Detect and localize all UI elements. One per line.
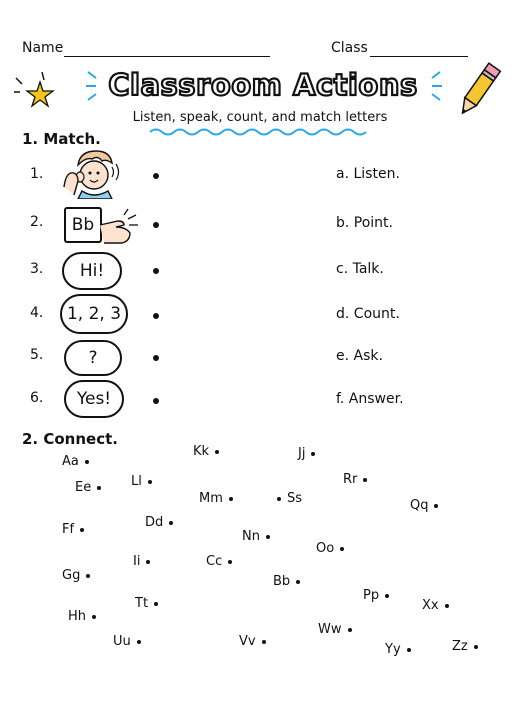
letter-pair-oo: Oo bbox=[316, 541, 344, 556]
connect-dot[interactable] bbox=[262, 640, 266, 644]
option-d: d. Count. bbox=[336, 306, 400, 322]
letter-pair-rr: Rr bbox=[343, 472, 367, 487]
letter-pair-zz: Zz bbox=[452, 639, 478, 654]
connect-dot[interactable] bbox=[296, 580, 300, 584]
letter-pair-ff: Ff bbox=[62, 522, 84, 537]
letter-pair-gg: Gg bbox=[62, 568, 90, 583]
name-label: Name bbox=[22, 40, 64, 56]
letter-pair-hh: Hh bbox=[68, 609, 96, 624]
match-dot-left-5[interactable] bbox=[153, 355, 159, 361]
section-connect-heading: 2. Connect. bbox=[22, 430, 118, 448]
letter-pair-bb: Bb bbox=[273, 574, 300, 589]
page-title: Classroom Actions bbox=[108, 68, 418, 102]
match-number-1: 1. bbox=[30, 166, 44, 182]
name-field[interactable] bbox=[64, 56, 270, 57]
option-e: e. Ask. bbox=[336, 348, 383, 364]
letter-pair-qq: Qq bbox=[410, 498, 438, 513]
connect-dot[interactable] bbox=[86, 574, 90, 578]
connect-dot[interactable] bbox=[385, 594, 389, 598]
connect-dot[interactable] bbox=[363, 478, 367, 482]
letter-pair-ss: Ss bbox=[277, 491, 302, 506]
sparkle-left-icon bbox=[84, 66, 104, 106]
connect-dot[interactable] bbox=[311, 452, 315, 456]
option-b: b. Point. bbox=[336, 215, 393, 231]
pencil-icon bbox=[452, 58, 504, 124]
match-dot-left-1[interactable] bbox=[153, 173, 159, 179]
connect-dot[interactable] bbox=[445, 604, 449, 608]
listening-child-icon bbox=[60, 147, 124, 199]
connect-dot[interactable] bbox=[154, 602, 158, 606]
connect-dot[interactable] bbox=[85, 460, 89, 464]
connect-dot[interactable] bbox=[97, 486, 101, 490]
letter-pair-aa: Aa bbox=[62, 454, 89, 469]
connect-dot[interactable] bbox=[407, 648, 411, 652]
match-number-4: 4. bbox=[30, 305, 44, 321]
letter-pair-ww: Ww bbox=[318, 622, 352, 637]
connect-dot[interactable] bbox=[80, 528, 84, 532]
match-dot-left-3[interactable] bbox=[153, 268, 159, 274]
letter-pair-ii: Ii bbox=[133, 554, 150, 569]
match-dot-left-6[interactable] bbox=[153, 398, 159, 404]
letter-pair-ll: Ll bbox=[131, 474, 152, 489]
connect-dot[interactable] bbox=[340, 547, 344, 551]
connect-dot[interactable] bbox=[148, 480, 152, 484]
page-subtitle: Listen, speak, count, and match letters bbox=[132, 110, 388, 125]
connect-dot[interactable] bbox=[277, 497, 281, 501]
class-field[interactable] bbox=[370, 56, 468, 57]
speech-bubble-hi: Hi! bbox=[62, 252, 122, 290]
letter-pair-nn: Nn bbox=[242, 529, 270, 544]
match-number-5: 5. bbox=[30, 347, 44, 363]
letter-pair-pp: Pp bbox=[363, 588, 389, 603]
section-match-heading: 1. Match. bbox=[22, 130, 101, 148]
wavy-underline bbox=[148, 127, 370, 137]
letter-pair-dd: Dd bbox=[145, 515, 173, 530]
speech-bubble-count: 1, 2, 3 bbox=[60, 294, 128, 334]
class-label: Class bbox=[331, 40, 368, 56]
speech-bubble-yes: Yes! bbox=[64, 380, 124, 418]
speech-bubble-question: ? bbox=[64, 340, 122, 376]
connect-dot[interactable] bbox=[228, 560, 232, 564]
connect-dot[interactable] bbox=[215, 450, 219, 454]
connect-dot[interactable] bbox=[266, 535, 270, 539]
letter-pair-yy: Yy bbox=[385, 642, 411, 657]
connect-dot[interactable] bbox=[348, 628, 352, 632]
sparkle-right-icon bbox=[424, 66, 444, 106]
letter-pair-ee: Ee bbox=[75, 480, 101, 495]
connect-dot[interactable] bbox=[434, 504, 438, 508]
connect-dot[interactable] bbox=[137, 640, 141, 644]
letter-pair-uu: Uu bbox=[113, 634, 141, 649]
star-icon bbox=[12, 70, 60, 112]
connect-dot[interactable] bbox=[92, 615, 96, 619]
match-dot-left-2[interactable] bbox=[153, 222, 159, 228]
match-dot-left-4[interactable] bbox=[153, 313, 159, 319]
letter-pair-kk: Kk bbox=[193, 444, 219, 459]
pointing-hand-icon bbox=[98, 205, 144, 245]
match-number-3: 3. bbox=[30, 261, 44, 277]
option-f: f. Answer. bbox=[336, 391, 404, 407]
option-c: c. Talk. bbox=[336, 261, 384, 277]
connect-dot[interactable] bbox=[229, 497, 233, 501]
letter-pair-jj: Jj bbox=[298, 446, 315, 461]
match-number-2: 2. bbox=[30, 214, 44, 230]
letter-pair-mm: Mm bbox=[199, 491, 233, 506]
connect-dot[interactable] bbox=[474, 645, 478, 649]
letter-pair-tt: Tt bbox=[135, 596, 158, 611]
connect-dot[interactable] bbox=[146, 560, 150, 564]
match-number-6: 6. bbox=[30, 390, 44, 406]
letter-pair-xx: Xx bbox=[422, 598, 449, 613]
letter-pair-cc: Cc bbox=[206, 554, 232, 569]
connect-dot[interactable] bbox=[169, 521, 173, 525]
letter-card-bb: Bb bbox=[64, 207, 102, 243]
letter-pair-vv: Vv bbox=[239, 634, 266, 649]
option-a: a. Listen. bbox=[336, 166, 400, 182]
